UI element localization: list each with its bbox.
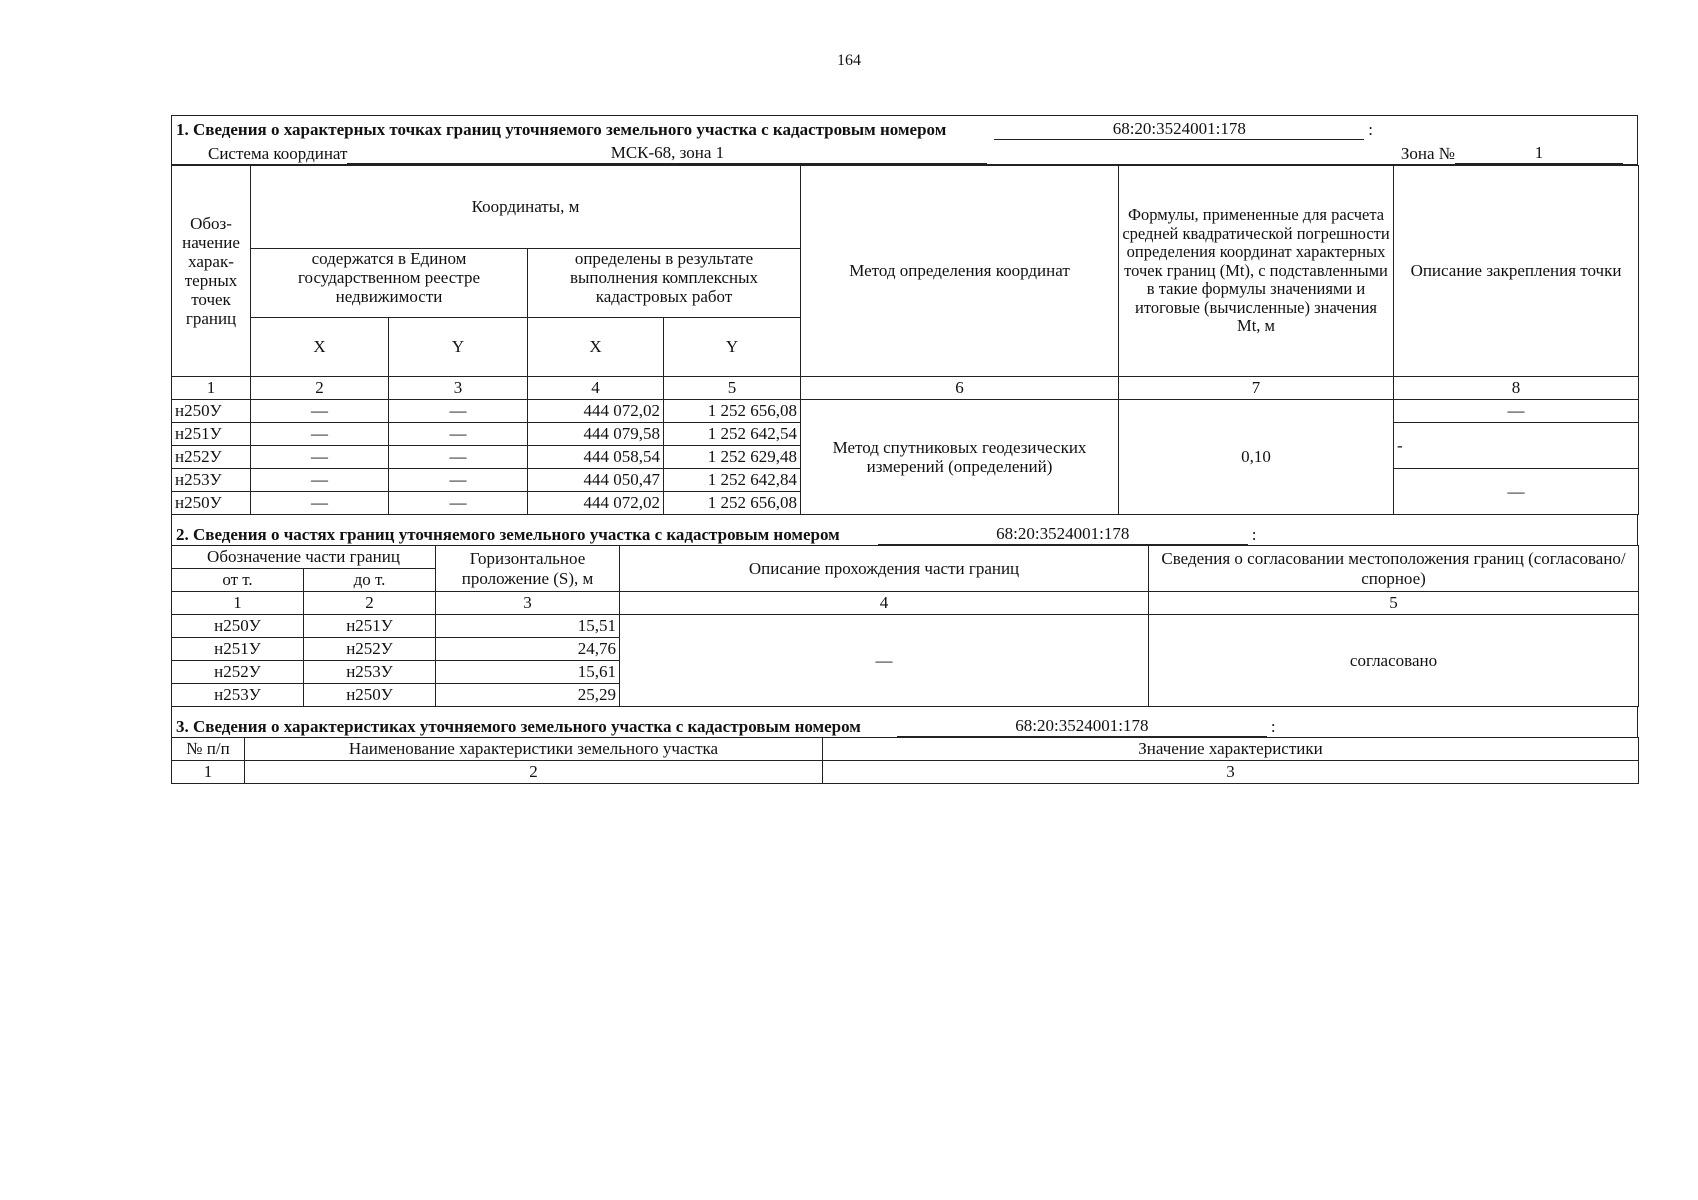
fixing-value: — [1394, 469, 1639, 515]
column-numbers-row [172, 377, 1639, 400]
page-number: 164 [837, 52, 861, 69]
table-row [172, 615, 1639, 638]
col-num: 2 [245, 761, 823, 784]
coord-system-value: МСК-68, зона 1 [347, 143, 987, 164]
col-num: 1 [172, 592, 304, 615]
section3-title: 3. Сведения о характеристиках уточняемого земельного участка с кадастровым номером [176, 717, 861, 736]
from-point: н251У [172, 638, 304, 661]
fixing-value: — [1394, 400, 1639, 423]
header-value: Значение характеристики [823, 738, 1639, 761]
to-point: н253У [304, 661, 436, 684]
agreement-value: согласовано [1149, 615, 1639, 707]
column-numbers-row [172, 761, 1639, 784]
y-value: 1 252 642,54 [664, 423, 801, 446]
col-num: 3 [389, 377, 528, 400]
header-name: Наименование характеристики земельного участка [245, 738, 823, 761]
header-to: до т. [304, 569, 436, 592]
point-name: н251У [172, 423, 251, 446]
col-num: 1 [172, 761, 245, 784]
col-num: 6 [801, 377, 1119, 400]
header-x: X [528, 318, 664, 377]
y-value: 1 252 656,08 [664, 400, 801, 423]
cadastral-document [171, 115, 1638, 784]
col-num: 5 [1149, 592, 1639, 615]
parts-table [171, 545, 1639, 707]
x-value: 444 079,58 [528, 423, 664, 446]
column-numbers-row [172, 592, 1639, 615]
x-egrn: — [251, 492, 389, 515]
point-name: н253У [172, 469, 251, 492]
section1-colon: : [1368, 120, 1374, 139]
from-point: н253У [172, 684, 304, 707]
header-egrn: содержатся в Едином государственном реестре недвижимости [251, 249, 528, 318]
x-value: 444 072,02 [528, 400, 664, 423]
col-num: 3 [823, 761, 1639, 784]
header-formulas: Формулы, примененные для расчета средней квадратической погрешности определения координат характерных точек границ (Mt), с подставленными в такие формулы значениями и итоговые (вычисленные) значения Mt, м [1119, 166, 1394, 377]
header-designation: Обоз-начение харак-терных точек границ [172, 166, 251, 377]
description-value: — [620, 615, 1149, 707]
section2-title: 2. Сведения о частях границ уточняемого земельного участка с кадастровым номером [176, 525, 840, 544]
y-egrn: — [389, 469, 528, 492]
y-value: 1 252 642,84 [664, 469, 801, 492]
section2-colon: : [1251, 525, 1257, 544]
point-name: н250У [172, 400, 251, 423]
y-egrn: — [389, 423, 528, 446]
y-value: 1 252 629,48 [664, 446, 801, 469]
characteristics-table [171, 737, 1639, 784]
distance-value: 24,76 [436, 638, 620, 661]
distance-value: 15,51 [436, 615, 620, 638]
header-description: Описание прохождения части границ [620, 546, 1149, 592]
section1-header [171, 115, 1638, 165]
header-x-egrn: X [251, 318, 389, 377]
to-point: н251У [304, 615, 436, 638]
y-value: 1 252 656,08 [664, 492, 801, 515]
from-point: н250У [172, 615, 304, 638]
section1-title: 1. Сведения о характерных точках границ уточняемого земельного участка с кадастровым номером [176, 120, 947, 139]
mt-value: 0,10 [1119, 400, 1394, 515]
header-from: от т. [172, 569, 304, 592]
zone-value: 1 [1455, 143, 1623, 164]
header-coordinates: Координаты, м [251, 166, 801, 249]
header-horizontal: Горизонтальное проложение (S), м [436, 546, 620, 592]
col-num: 4 [620, 592, 1149, 615]
section3-colon: : [1270, 717, 1276, 736]
col-num: 7 [1119, 377, 1394, 400]
col-num: 5 [664, 377, 801, 400]
point-name: н250У [172, 492, 251, 515]
points-table [171, 165, 1639, 515]
coord-system-label: Система координат [208, 144, 348, 163]
header-part-designation: Обозначение части границ [172, 546, 436, 569]
table-row [172, 400, 1639, 423]
distance-value: 25,29 [436, 684, 620, 707]
y-egrn: — [389, 446, 528, 469]
col-num: 2 [251, 377, 389, 400]
x-egrn: — [251, 469, 389, 492]
section3-cadastral-number: 68:20:3524001:178 [897, 716, 1267, 737]
point-name: н252У [172, 446, 251, 469]
header-fixing: Описание закрепления точки [1394, 166, 1639, 377]
method-value: Метод спутниковых геодезических измерений (определений) [801, 400, 1119, 515]
col-num: 2 [304, 592, 436, 615]
header-method: Метод определения координат [801, 166, 1119, 377]
col-num: 4 [528, 377, 664, 400]
x-value: 444 058,54 [528, 446, 664, 469]
distance-value: 15,61 [436, 661, 620, 684]
col-num: 3 [436, 592, 620, 615]
zone-label: Зона № [1400, 144, 1455, 163]
x-egrn: — [251, 400, 389, 423]
fixing-value: - [1394, 423, 1639, 469]
x-value: 444 050,47 [528, 469, 664, 492]
header-y: Y [664, 318, 801, 377]
col-num: 1 [172, 377, 251, 400]
section3-header [171, 707, 1638, 737]
from-point: н252У [172, 661, 304, 684]
header-y-egrn: Y [389, 318, 528, 377]
x-egrn: — [251, 446, 389, 469]
x-value: 444 072,02 [528, 492, 664, 515]
to-point: н250У [304, 684, 436, 707]
section2-cadastral-number: 68:20:3524001:178 [878, 524, 1248, 545]
to-point: н252У [304, 638, 436, 661]
header-complex: определены в результате выполнения комплексных кадастровых работ [528, 249, 801, 318]
header-num: № п/п [172, 738, 245, 761]
y-egrn: — [389, 492, 528, 515]
header-agreement: Сведения о согласовании местоположения границ (согласовано/спорное) [1149, 546, 1639, 592]
col-num: 8 [1394, 377, 1639, 400]
y-egrn: — [389, 400, 528, 423]
x-egrn: — [251, 423, 389, 446]
section2-header [171, 515, 1638, 545]
section1-cadastral-number: 68:20:3524001:178 [994, 119, 1364, 140]
